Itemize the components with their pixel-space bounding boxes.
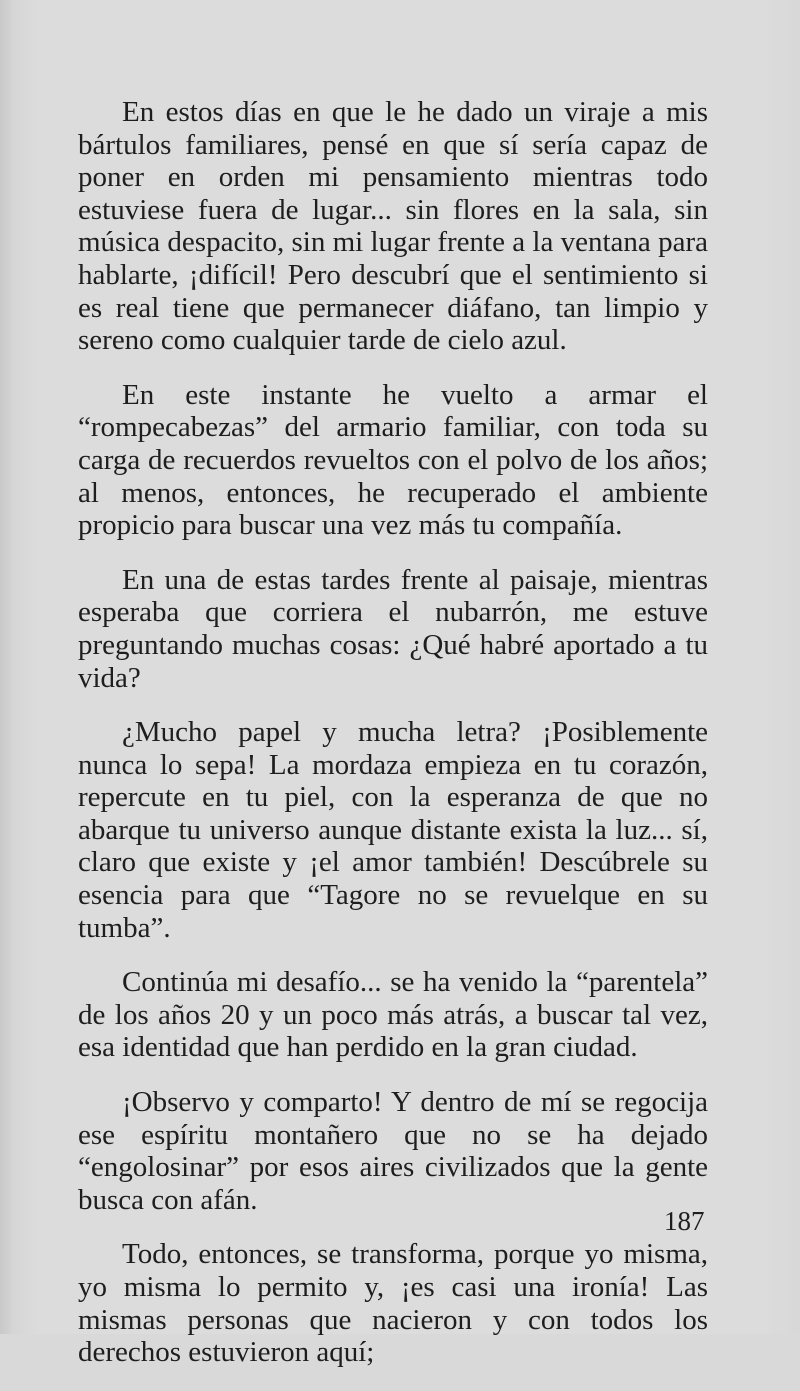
paragraph-6: ¡Observo y comparto! Y dentro de mí se regocija ese espíritu montañero que no se ha dejado “engolosinar” por esos aires civilizados que la gente busca con afán. <box>78 1086 708 1216</box>
paragraph-4: ¿Mucho papel y mucha letra? ¡Posiblemente nunca lo sepa! La mordaza empieza en tu corazón, repercute en tu piel, con la esperanza de que no abarque tu universo aunque distante exista la luz... sí, claro que existe y ¡el amor también! Descúbrele su esencia para que “Tagore no se revuelque en su tumba”. <box>78 716 708 944</box>
paragraph-7: Todo, entonces, se transforma, porque yo misma, yo misma lo permito y, ¡es casi una ironía! Las mismas personas que nacieron y con todos los derechos estuvieron aquí; <box>78 1238 708 1369</box>
paragraph-5: Continúa mi desafío... se ha venido la “parentela” de los años 20 y un poco más atrás, a buscar tal vez, esa identidad que han perdido en la gran ciudad. <box>78 966 708 1064</box>
page-number: 187 <box>664 1206 705 1236</box>
paragraph-1: En estos días en que le he dado un viraje a mis bártulos familiares, pensé en que sí sería capaz de poner en orden mi pensamiento mientras todo estuviese fuera de lugar... sin flores en la sala, sin música despacito, sin mi lugar frente a la ventana para hablarte, ¡difícil! Pero descubrí que el sentimiento si es real tiene que permanecer diáfano, tan limpio y sereno como cualquier tarde de cielo azul. <box>78 96 708 357</box>
body-text <box>78 96 708 1391</box>
paragraph-3: En una de estas tardes frente al paisaje, mientras esperaba que corriera el nubarrón, me estuve preguntando muchas cosas: ¿Qué habré aportado a tu vida? <box>78 563 708 694</box>
paragraph-2: En este instante he vuelto a armar el “rompecabezas” del armario familiar, con toda su carga de recuerdos revueltos con el polvo de los años; al menos, entonces, he recuperado el ambiente propicio para buscar una vez más tu compañía. <box>78 378 708 542</box>
